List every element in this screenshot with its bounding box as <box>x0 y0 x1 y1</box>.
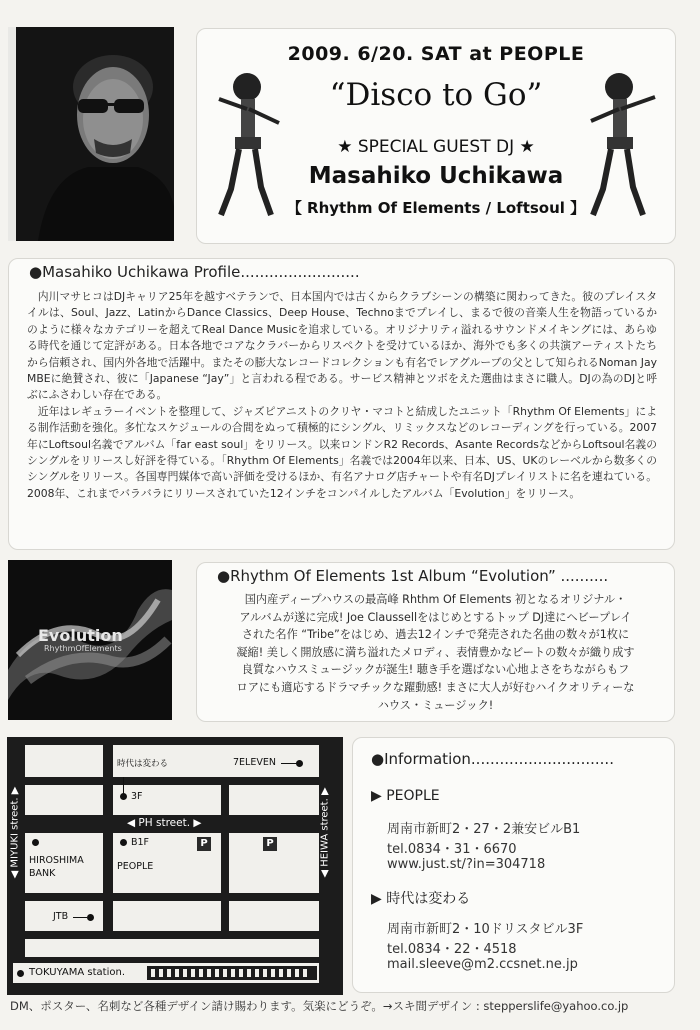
map-label-tokuyama: TOKUYAMA station. <box>29 967 126 978</box>
map-label-heiwa-street: ◀ HEIWA street. ▶ <box>319 787 331 878</box>
profile-body <box>27 289 657 502</box>
map-jtb-pointer <box>73 917 87 918</box>
map-label-ph-street: ◀ PH street. ▶ <box>127 817 202 829</box>
album-title: ●Rhythm Of Elements 1st Album “Evolution” .......... <box>217 567 609 585</box>
map-pin-icon <box>17 970 24 977</box>
map-label-3f: 3F <box>131 791 143 802</box>
dancer-left-illustration <box>217 69 287 219</box>
parking-icon: P <box>263 837 277 851</box>
dj-label: 【 Rhythm Of Elements / Loftsoul 】 <box>286 199 586 217</box>
map-pin-icon <box>87 914 94 921</box>
album-cover-subtitle: RhythmOfElements <box>44 644 122 653</box>
map-pin-icon <box>32 839 39 846</box>
venue1-url[interactable]: www.just.st/?in=304718 <box>387 857 546 872</box>
parking-icon: P <box>197 837 211 851</box>
profile-title: ●Masahiko Uchikawa Profile......................... <box>29 263 360 281</box>
album-card <box>196 562 675 722</box>
album-line: された名作 “Tribe”をはじめ、過去12インチで発売された名曲の数々が1枚に <box>241 628 630 642</box>
railway-track-icon <box>147 966 317 980</box>
event-date: 2009. 6/20. SAT at PEOPLE <box>287 43 585 65</box>
album-line: 凝縮! 美しく開放感に満ち溢れたメロディ、表情豊かなビートの数々が織り成す <box>236 645 635 659</box>
venue1-address: 周南市新町2・27・2兼安ビルB1 <box>387 822 581 837</box>
footer-credit: DM、ポスター、名刺など各種デザイン請け賜わります。気楽にどうぞ。→スキ間デザイン : stepperslife@yahoo.co.jp <box>10 999 629 1013</box>
dj-name: Masahiko Uchikawa <box>308 163 564 189</box>
map-pin-icon <box>296 760 303 767</box>
map-label-miyuki-street: ◀ MIYUKI street. ▶ <box>9 786 21 879</box>
map-label-jidai: 時代は変わる <box>117 759 169 769</box>
venue2-name: ▶ 時代は変わる <box>371 891 471 907</box>
venue1-tel: tel.0834・31・6670 <box>387 842 517 857</box>
album-line: 良質なハウスミュージックが誕生! 聴き手を選ばない心地よさをちながらもフ <box>241 663 630 677</box>
map-block <box>229 785 319 815</box>
map-pin-line <box>123 777 124 795</box>
venue2-tel: tel.0834・22・4518 <box>387 942 517 957</box>
album-description <box>207 591 664 714</box>
map-label-7eleven: 7ELEVEN <box>233 757 276 768</box>
map-pin-icon <box>120 839 127 846</box>
map-label-jtb: JTB <box>53 911 69 922</box>
map-block <box>113 901 221 931</box>
event-title: “Disco to Go” <box>329 77 543 113</box>
album-cover-title: Evolution <box>38 626 123 645</box>
profile-paragraph: 内川マサヒコはDJキャリア25年を越すベテランで、日本国内では古くからクラブシーンの構築に関わってきた。彼のプレイスタイルは、Soul、Jazz、LatinからDance Classics、Deep House、Technoまでプレイし、まるで彼の音楽人生を物語っているかのように様々なカテゴリーを超えてReal Dance Musicを追求している。オリジナリティ溢れるサウンドメイキングには、あらゆる時代を通じて定評がある。日本各地でコアなクラバーからリスペクトを受けているほか、海外でも多くの共演アーティストたちから信頼され、国内外各地で活躍中。またその膨大なレコードコレクションも有名でレアグルーブの父として知られるNoman Jay MBEに絶賛され、彼に「Japanese “Jay”」と言われる程である。サービス精神とツボをえた選曲はまさに職人。DJの為のDJと呼ぶにふさわしい存在である。 <box>27 290 657 402</box>
map-label-bank: BANK <box>29 868 56 879</box>
map-block <box>25 785 103 815</box>
map-label-b1f: B1F <box>131 837 150 848</box>
map-block <box>113 785 221 815</box>
special-guest-label: ★ SPECIAL GUEST DJ ★ <box>337 137 535 157</box>
profile-paragraph: 近年はレギュラーイベントを整理して、ジャズピアニストのクリヤ・マコトと結成したユニット「Rhythm Of Elements」による制作活動を強化。多忙なスケジュールの合間をぬって積極的にシングル、リミックスなどのレコーディングを行っている。2007年にLoftsoul名義でアルバム「far east soul」をリリース。以来ロンドンR2 Records、Asante RecordsなどからLoftsoul名義のシングルをリリースし好評を得ている。「Rhythm Of Elements」名義では2004年以来、日本、US、UKのレーベルから数多くのシングルをリリース。各国専門媒体で高い評価を受けるほか、有名アナログ店チャートや有名DJプレイリストに名を連ねている。2008年、これまでバラバラにリリースされていた12インチをコンパイルしたアルバム「Evolution」をリリース。 <box>27 404 657 500</box>
venue-map <box>7 737 343 995</box>
dj-photo <box>8 27 174 241</box>
venue1-name: ▶ PEOPLE <box>371 788 440 804</box>
information-title: ●Information.............................. <box>371 750 614 768</box>
map-block <box>229 901 319 931</box>
album-line: アルバムが遂に完成! Joe Claussellをはじめとするトップ DJ達にヘビープレイ <box>239 610 632 624</box>
dj-portrait-image <box>8 27 174 241</box>
map-block <box>25 939 319 957</box>
venue2-mail[interactable]: mail.sleeve@m2.ccsnet.ne.jp <box>387 957 578 972</box>
information-card <box>352 737 675 993</box>
dancer-right-illustration <box>589 69 659 219</box>
venue2-address: 周南市新町2・10ドリスタビル3F <box>387 922 584 937</box>
album-cover <box>8 560 172 720</box>
profile-card <box>8 258 675 550</box>
album-line: 国内産ディープハウスの最高峰 Rhthm Of Elements 初となるオリジナル・ <box>244 593 627 606</box>
map-block <box>25 745 103 777</box>
map-label-hiroshima: HIROSHIMA <box>29 855 84 866</box>
album-line: ハウス・ミュージック! <box>377 698 494 712</box>
event-header-card <box>196 28 676 244</box>
map-label-people: PEOPLE <box>117 861 154 872</box>
album-line: ロアにも適応するドラマチックな躍動感! まさに大人が好むハイクオリティーな <box>236 680 635 694</box>
